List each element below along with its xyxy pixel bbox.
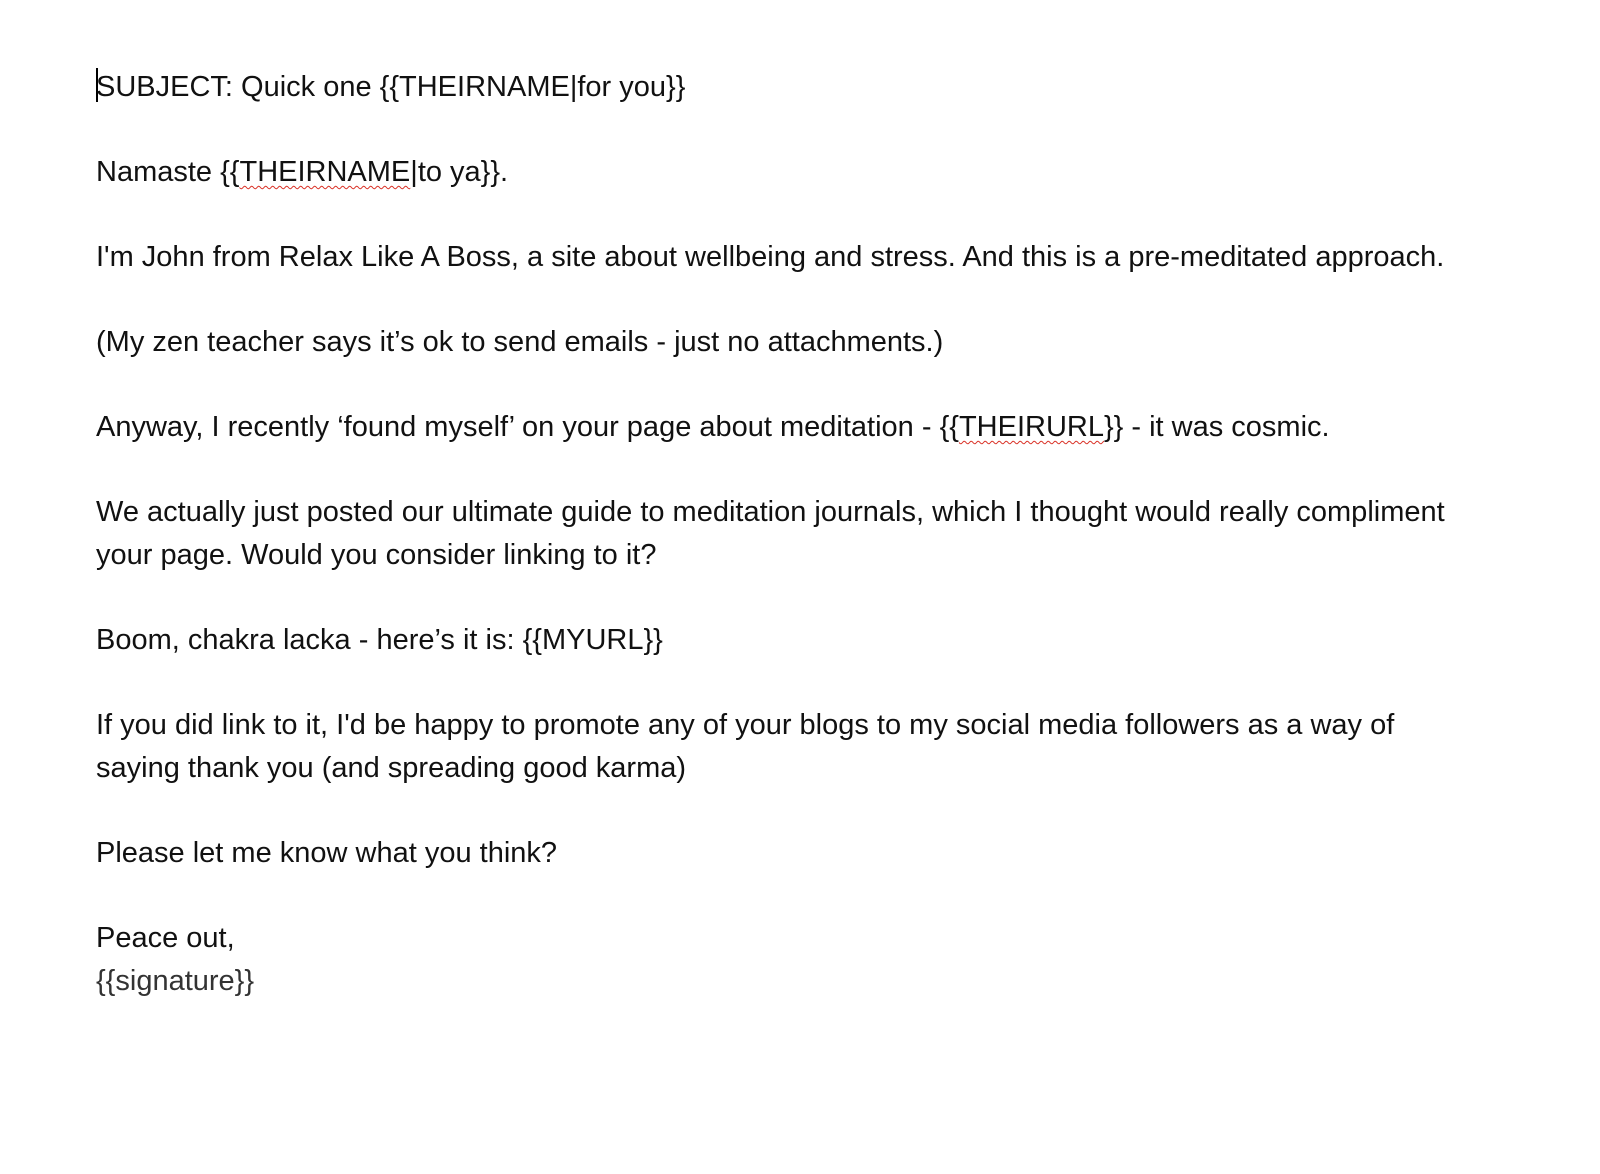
signature-placeholder: {{signature}} xyxy=(96,965,255,997)
subject-line xyxy=(96,66,1456,109)
email-template-document[interactable] xyxy=(96,66,1456,1003)
offer-paragraph: If you did link to it, I'd be happy to promote any of your blogs to my social media followers as a way of saying thank you (and spreading good karma) xyxy=(96,709,1403,784)
greeting-line xyxy=(96,151,1456,194)
greeting-text-start: Namaste {{ xyxy=(96,156,240,188)
pitch-paragraph: We actually just posted our ultimate guide to meditation journals, which I thought would really compliment your page. Would you consider linking to it? xyxy=(96,496,1453,571)
link-paragraph: Boom, chakra lacka - here’s it is: {{MYURL}} xyxy=(96,624,663,656)
found-text-start: Anyway, I recently ‘found myself’ on your page about meditation - {{ xyxy=(96,411,959,443)
spellcheck-flagged-word[interactable]: THEIRURL xyxy=(958,411,1104,443)
found-paragraph xyxy=(96,406,1456,449)
intro-paragraph: I'm John from Relax Like A Boss, a site about wellbeing and stress. And this is a pre-meditated approach. xyxy=(96,241,1445,273)
question-paragraph: Please let me know what you think? xyxy=(96,837,558,869)
aside-paragraph: (My zen teacher says it’s ok to send emails - just no attachments.) xyxy=(96,326,944,358)
spellcheck-flagged-word[interactable]: THEIRNAME xyxy=(239,156,411,188)
greeting-text-end: |to ya}}. xyxy=(410,156,509,188)
found-text-end: }} - it was cosmic. xyxy=(1103,411,1330,443)
signoff-line: Peace out, xyxy=(96,922,235,954)
subject-text: SUBJECT: Quick one {{THEIRNAME|for you}} xyxy=(96,71,686,103)
